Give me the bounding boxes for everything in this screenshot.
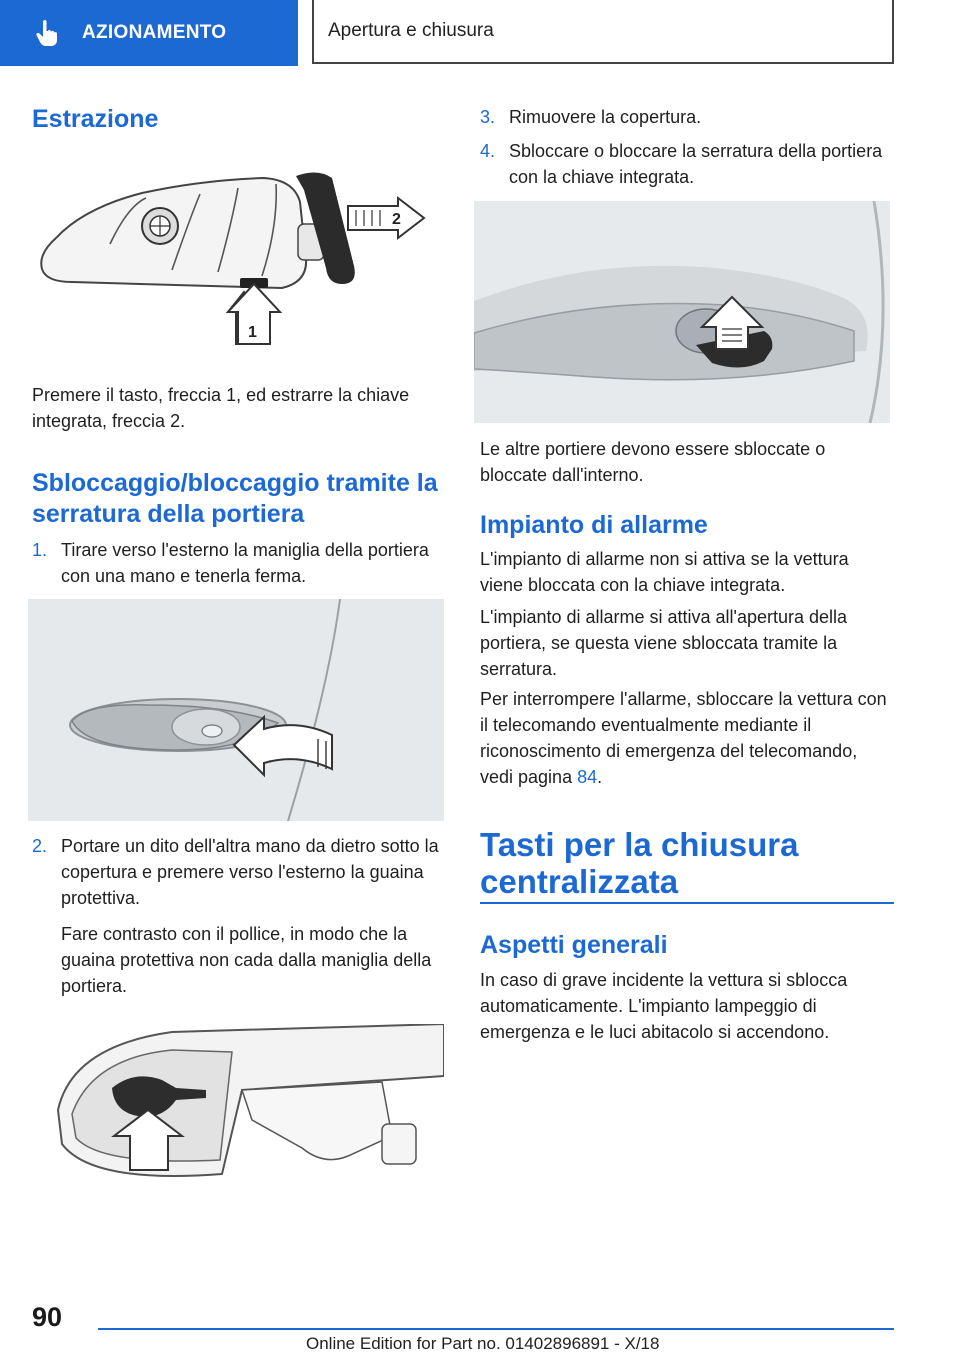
section-rule bbox=[480, 902, 894, 904]
step-3-text: Rimuovere la copertura. bbox=[509, 107, 702, 127]
footer-edition: Online Edition for Part no. 01402896891 - X/18 bbox=[306, 1334, 660, 1353]
chapter-box[interactable] bbox=[312, 0, 894, 64]
heading-tasti-chiusura: Tasti per la chiusura centralizzata bbox=[480, 826, 799, 900]
step-2-text-b: Fare contrasto con il pollice, in modo che la guaina protettiva non cada dalla maniglia della portiera. bbox=[61, 924, 432, 996]
step-2-number: 2. bbox=[32, 836, 48, 856]
text-allarme-1: L'impianto di allarme non si attiva se la vettura viene bloccata con la chiave integrata. bbox=[480, 549, 849, 595]
step-4-number: 4. bbox=[480, 141, 496, 161]
text-allarme-3-end: . bbox=[597, 767, 603, 787]
figure-door-handle bbox=[28, 599, 444, 821]
text-aspetti-generali: In caso di grave incidente la vettura si sblocca automaticamente. L'impianto lampeggio di emergenza e le luci abitacolo si accendono. bbox=[480, 970, 848, 1042]
text-altre-portiere: Le altre portiere devono essere sbloccate o bloccate dall'interno. bbox=[480, 439, 826, 485]
key-arrow-label-1: 1 bbox=[248, 324, 257, 341]
step-2 bbox=[32, 833, 444, 999]
page-link-84[interactable]: 84 bbox=[577, 767, 598, 787]
page-number: 90 bbox=[32, 1302, 63, 1332]
footer-rule bbox=[98, 1328, 894, 1330]
step-1-number: 1. bbox=[32, 540, 48, 560]
text-estrazione: Premere il tasto, freccia 1, ed estrarre la chiave integrata, freccia 2. bbox=[32, 385, 410, 431]
figure-lock-cylinder bbox=[474, 201, 890, 423]
key-arrow-label-2: 2 bbox=[392, 211, 401, 228]
figure-key-extraction bbox=[32, 166, 444, 352]
text-allarme-2: L'impianto di allarme si attiva all'apertura della portiera, se questa viene sbloccata tramite la serratura. bbox=[480, 607, 848, 679]
text-allarme-3-body: Per interrompere l'allarme, sbloccare la vettura con il telecomando eventualmente mediante il riconoscimento di emergenza del telecomando, vedi pagina bbox=[480, 689, 887, 787]
figure-handle-cover bbox=[52, 1024, 444, 1190]
step-2-text-a: Portare un dito dell'altra mano da dietro sotto la copertura e premere verso l'esterno la guaina protettiva. bbox=[61, 836, 439, 908]
step-3 bbox=[480, 104, 894, 130]
section-tab[interactable] bbox=[0, 0, 298, 66]
step-1-text: Tirare verso l'esterno la maniglia della portiera con una mano e tenerla ferma. bbox=[61, 540, 429, 586]
heading-allarme: Impianto di allarme bbox=[480, 511, 708, 539]
step-3-number: 3. bbox=[480, 107, 496, 127]
hand-pointer-icon bbox=[34, 19, 60, 47]
text-allarme-3 bbox=[480, 686, 894, 790]
heading-sbloccaggio: Sbloccaggio/bloccaggio tramite la serratura della portiera bbox=[32, 469, 438, 528]
chapter-title: Apertura e chiusura bbox=[328, 20, 494, 41]
heading-aspetti-generali: Aspetti generali bbox=[480, 931, 668, 959]
step-1 bbox=[32, 537, 444, 589]
section-title: AZIONAMENTO bbox=[82, 22, 227, 43]
heading-estrazione: Estrazione bbox=[32, 105, 159, 133]
step-4-text: Sbloccare o bloccare la serratura della portiera con la chiave integrata. bbox=[509, 141, 883, 187]
step-4 bbox=[480, 138, 894, 190]
